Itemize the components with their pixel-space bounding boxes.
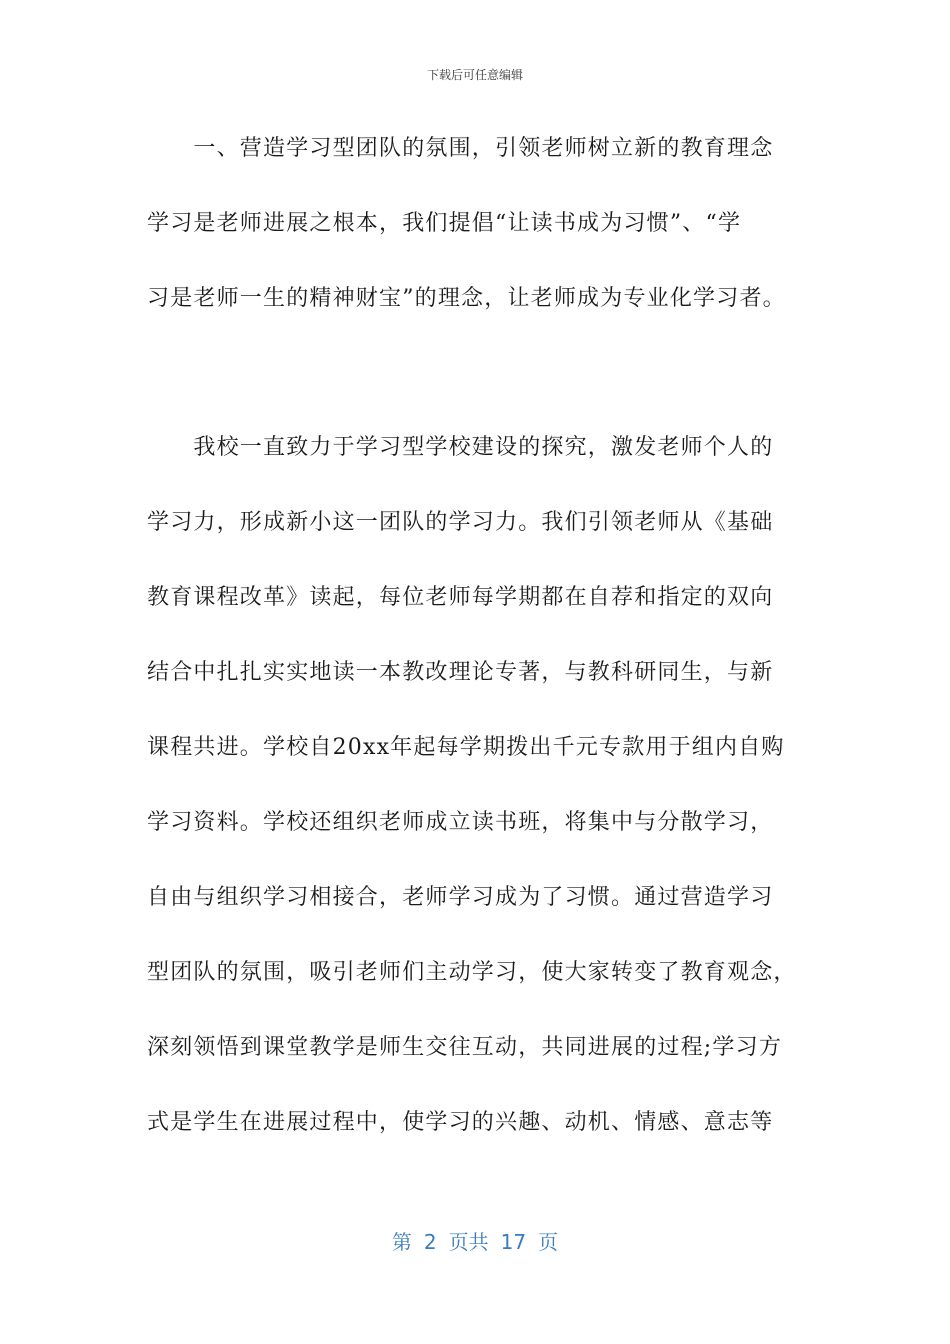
text-line: 学习力，形成新小这一团队的学习力。我们引领老师从《基础 [147, 510, 774, 535]
total-pages-number: 17 [500, 1230, 527, 1254]
text-line: 习是老师一生的精神财宝”的理念，让老师成为专业化学习者。 [147, 286, 786, 311]
text-line: 式是学生在进展过程中，使学习的兴趣、动机、情感、意志等 [147, 1110, 774, 1135]
text-line: 自由与组织学习相接合，老师学习成为了习惯。通过营造学习 [147, 885, 774, 910]
text-line: 型团队的氛围，吸引老师们主动学习，使大家转变了教育观念， [147, 960, 797, 985]
current-page-number: 2 [423, 1230, 437, 1254]
text-line: 学习是老师进展之根本，我们提倡“让读书成为习惯”、“学 [147, 211, 742, 236]
text-line: 教育课程改革》读起，每位老师每学期都在自荐和指定的双向 [147, 585, 774, 610]
page-suffix: 页 [538, 1230, 559, 1254]
text-line: 我校一直致力于学习型学校建设的探究，激发老师个人的 [147, 435, 774, 460]
text-line: 深刻领悟到课堂教学是师生交往互动，共同进展的过程;学习方 [147, 1035, 783, 1060]
page-prefix: 第 [391, 1230, 412, 1254]
text-line: 课程共进。学校自20xx年起每学期拨出千元专款用于组内自购 [147, 735, 785, 760]
page-middle: 页共 [448, 1230, 489, 1254]
page-number-footer [0, 1226, 950, 1255]
page-header: 下载后可任意编辑 [426, 68, 523, 82]
text-line: 一、营造学习型团队的氛围，引领老师树立新的教育理念 [147, 136, 774, 161]
text-line: 结合中扎扎实实地读一本教改理论专著，与教科研同生，与新 [147, 660, 774, 685]
text-line: 学习资料。学校还组织老师成立读书班，将集中与分散学习， [147, 810, 774, 835]
